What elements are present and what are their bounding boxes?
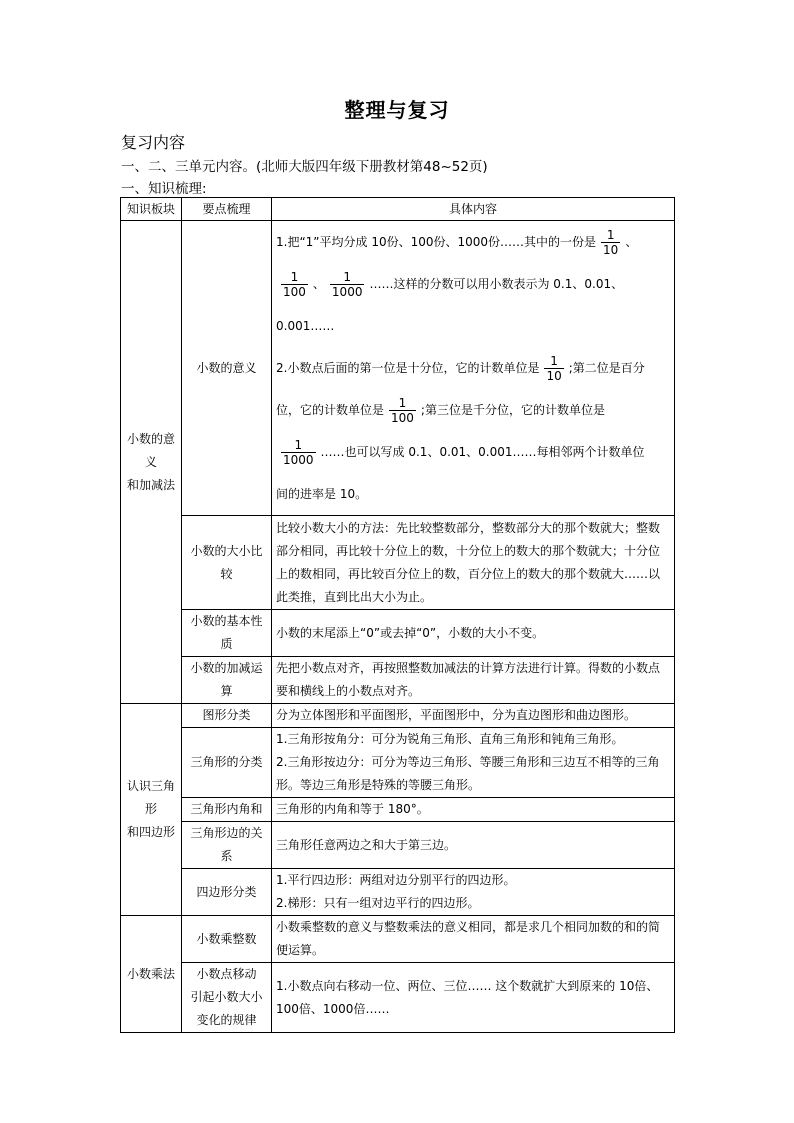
content-cell: 三角形的内角和等于 180°。 [272,798,675,822]
category-cell: 认识三角 形 和四边形 [121,704,182,916]
table-row [121,704,675,728]
table-row [121,916,675,963]
topic-cell: 图形分类 [182,704,272,728]
topic-cell: 小数点移动 引起小数大小 变化的规律 [182,963,272,1033]
table-row [121,963,675,1033]
topic-cell: 三角形内角和 [182,798,272,822]
topic-cell: 小数乘整数 [182,916,272,963]
content-cell: 先把小数点对齐，再按照整数加减法的计算方法进行计算。得数的小数点要和横线上的小数点对齐。 [272,657,675,704]
table-row [121,869,675,916]
category-cell: 小数的意 义 和加减法 [121,221,182,704]
topic-cell: 小数的意义 [182,221,272,516]
table-row [121,728,675,798]
topic-cell: 三角形的分类 [182,728,272,798]
topic-cell: 三角形边的关 系 [182,822,272,869]
fraction: $\frac{1}{10}$ [546,353,562,383]
header-category: 知识板块 [121,198,182,221]
topic-cell: 小数的基本性 质 [182,610,272,657]
table-row [121,610,675,657]
topic-cell: 四边形分类 [182,869,272,916]
content-cell: 1.平行四边形：两组对边分别平行的四边形。 2.梯形：只有一组对边平行的四边形。 [272,869,675,916]
page-title: 整理与复习 [344,98,450,122]
table-row [121,657,675,704]
category-cell: 小数乘法 [121,916,182,1033]
topic-cell: 小数的加减运 算 [182,657,272,704]
fraction: $\frac{1}{10}$ [603,227,619,257]
fraction: $\frac{1}{100}$ [283,269,306,299]
section-heading: 复习内容 [121,133,186,152]
content-cell: 比较小数大小的方法：先比较整数部分，整数部分大的那个数就大；整数部分相同，再比较十分位上的数，十分位上的数大的那个数就大；十分位上的数相同，再比较百分位上的数，百分位上的数大的那个数就大……以此类推，直到比出大小为止。 [272,516,675,610]
scope-line: 一、二、三单元内容。(北师大版四年级下册教材第48~52页) [121,159,488,175]
header-topic: 要点梳理 [182,198,272,221]
subheading: 一、知识梳理: [121,181,207,197]
fraction: $\frac{1}{100}$ [391,395,414,425]
content-cell: 三角形任意两边之和大于第三边。 [272,822,675,869]
header-content: 具体内容 [272,198,675,221]
table-row [121,221,675,516]
fraction: $\frac{1}{1000}$ [331,269,363,299]
fraction: $\frac{1}{1000}$ [283,437,314,467]
content-cell: 1.小数点向右移动一位、两位、三位…… 这个数就扩大到原来的 10倍、100倍、1000倍…… [272,963,675,1033]
table-row [121,516,675,610]
table-row [121,822,675,869]
topic-cell: 小数的大小比 较 [182,516,272,610]
content-cell: 小数的末尾添上“0”或去掉“0”，小数的大小不变。 [272,610,675,657]
content-cell: 小数乘整数的意义与整数乘法的意义相同，都是求几个相同加数的和的简便运算。 [272,916,675,963]
content-cell: 分为立体图形和平面图形，平面图形中，分为直边图形和曲边图形。 [272,704,675,728]
content-cell: 1.把“1”平均分成 10份、100份、1000份……其中的一份是 $\frac{1}{10}$ 、 $\frac{1}{100}$ 、 $\frac{1}{1000}$ ……这样的分数可以用小数表示为 0.1、0.01、 0.001…… 2.小数点后面的第一位是十分位，它的计数单位是 $\frac{1}{10}$ ;第二位是百分 位，它的计数单位是 $\frac{1}{100}$ ;第三位是千分位，它的计数单位是 $\frac{1}{1000}$ ……也可以写成 0.1、0.01、0.001……每相邻两个计数单位 间的进率是 10。 [272,221,675,516]
table-header-row [121,198,675,221]
table-row [121,798,675,822]
knowledge-table [120,197,675,1033]
content-cell: 1.三角形按角分：可分为锐角三角形、直角三角形和钝角三角形。 2.三角形按边分：可分为等边三角形、等腰三角形和三边互不相等的三角形。等边三角形是特殊的等腰三角形。 [272,728,675,798]
